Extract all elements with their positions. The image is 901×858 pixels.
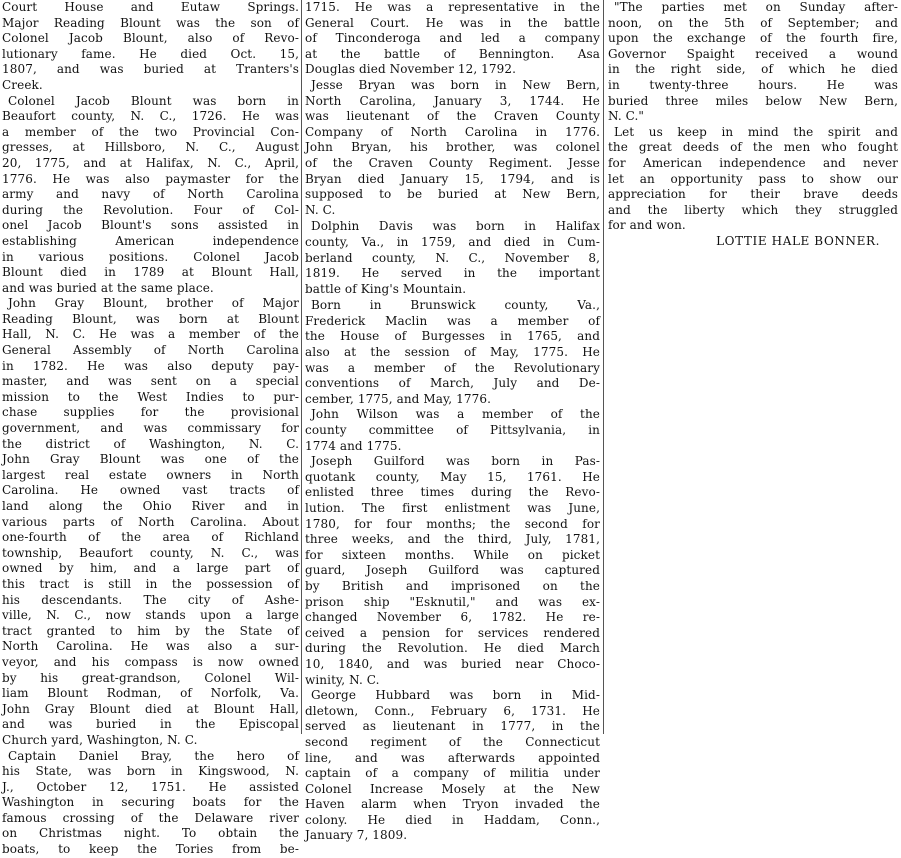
text-line: his State, was born in Kingswood, N. bbox=[2, 764, 299, 779]
text-line: county, Va., in 1759, and died in Cum- bbox=[305, 234, 600, 249]
author-signature: LOTTIE HALE BONNER. bbox=[716, 233, 880, 248]
text-line: 1807, and was buried at Tranters's bbox=[2, 62, 299, 77]
text-line: "The parties met on Sunday after- bbox=[614, 0, 898, 14]
text-line: liam Blount Rodman, of Norfolk, Va. bbox=[2, 686, 299, 701]
text-line: John Bryan, his brother, was colonel bbox=[305, 140, 600, 155]
text-line: Colonel Jacob Blount was born in bbox=[8, 93, 299, 108]
text-line: tract granted to him by the State of bbox=[2, 623, 299, 638]
text-line: N. C." bbox=[608, 109, 645, 124]
text-line: Born in Brunswick county, Va., bbox=[311, 298, 600, 313]
text-line: for and won. bbox=[608, 218, 686, 233]
column-divider bbox=[603, 0, 604, 734]
text-line: Court House and Eutaw Springs. bbox=[2, 0, 299, 14]
text-line: Dolphin Davis was born in Halifax bbox=[311, 219, 600, 234]
text-line: largest real estate owners in North bbox=[2, 467, 299, 482]
text-line: buried three miles below New Bern, bbox=[608, 93, 898, 108]
text-line: dletown, Conn., February 6, 1731. He bbox=[305, 703, 600, 718]
paragraph bbox=[305, 454, 600, 688]
text-line: Creek. bbox=[2, 77, 43, 92]
text-line: in 1782. He was also deputy pay- bbox=[2, 358, 299, 373]
text-line: veyor, and his compass is now owned bbox=[2, 654, 299, 669]
text-line: second regiment of the Connecticut bbox=[305, 734, 600, 749]
paragraph bbox=[2, 749, 299, 858]
text-line: John Gray Blount, brother of Major bbox=[8, 296, 299, 311]
text-line: quotank county, May 15, 1761. He bbox=[305, 469, 600, 484]
paragraph bbox=[2, 94, 299, 110]
text-line: master, and was sent on a special bbox=[2, 374, 299, 389]
text-line: Blount died in 1789 at Blount Hall, bbox=[2, 265, 299, 280]
text-line: his descendants. The city of Ashe- bbox=[2, 592, 299, 607]
text-line: George Hubbard was born in Mid- bbox=[311, 688, 600, 703]
text-line: guard, Joseph Guilford was captured bbox=[305, 563, 600, 578]
text-line: enlisted three times during the Revo- bbox=[305, 485, 600, 500]
text-line: in twenty-three hours. He was bbox=[608, 77, 898, 92]
text-line: Jesse Bryan was born in New Bern, bbox=[311, 77, 600, 92]
text-line: chase supplies for the provisional bbox=[2, 405, 299, 420]
text-line: appreciation for their brave deeds bbox=[608, 187, 898, 202]
text-line: one-fourth of the area of Richland bbox=[2, 530, 299, 545]
text-line: Haven alarm when Tryon invaded the bbox=[305, 797, 600, 812]
text-line: conventions of March, July and De- bbox=[305, 376, 600, 391]
text-line: three weeks, and the third, July, 1781, bbox=[305, 532, 600, 547]
text-line: and was buried at the same place. bbox=[2, 280, 214, 295]
text-line: ville, N. C., now stands upon a large bbox=[2, 608, 299, 623]
text-line: ceived a pension for services rendered bbox=[305, 625, 600, 640]
text-line: 1819. He served in the important bbox=[305, 266, 600, 281]
text-line: of the Craven County Regiment. Jesse bbox=[305, 155, 600, 170]
text-line: of Tinconderoga and led a company bbox=[305, 31, 600, 46]
text-line: on Christmas night. To obtain the bbox=[2, 826, 299, 841]
text-line: during the Revolution. He died March bbox=[305, 641, 600, 656]
text-line: land along the Ohio River and in bbox=[2, 499, 299, 513]
text-line: by British and imprisoned on the bbox=[305, 578, 600, 593]
paragraph bbox=[305, 407, 600, 454]
text-line: the House of Burgesses in 1765, and bbox=[305, 329, 600, 344]
text-line: by his great-grandson, Colonel Wil- bbox=[2, 670, 299, 685]
text-line: this tract is still in the possession of bbox=[2, 576, 299, 591]
text-line: government, and was commissary for bbox=[2, 421, 299, 436]
text-line: Colonel Increase Mosely at the New bbox=[305, 781, 600, 796]
text-line: supposed to be buried at New Bern, bbox=[305, 187, 600, 202]
text-line: lutionary fame. He died Oct. 15, bbox=[2, 46, 299, 61]
text-line: winity, N. C. bbox=[305, 672, 380, 687]
text-line: in various positions. Colonel Jacob bbox=[2, 249, 299, 264]
text-line: noon, on the 5th of September; and bbox=[608, 15, 898, 30]
text-line: 10, 1840, and was buried near Choco- bbox=[305, 656, 600, 671]
text-line: Major Reading Blount was the son of bbox=[2, 15, 299, 30]
paragraph bbox=[305, 78, 600, 218]
text-line: 1780, for four months; the second for bbox=[305, 516, 600, 531]
text-line: cember, 1775, and May, 1776. bbox=[305, 391, 491, 406]
text-line: served as lieutenant in 1777, in the bbox=[305, 719, 600, 734]
text-line: was lieutenant of the Craven County bbox=[305, 109, 600, 124]
paragraph bbox=[305, 0, 600, 78]
text-line: 1776. He was also paymaster for the bbox=[2, 171, 299, 186]
text-line: Church yard, Washington, N. C. bbox=[2, 732, 198, 747]
column-2 bbox=[305, 0, 600, 843]
text-line: army and navy of North Carolina bbox=[2, 187, 299, 202]
text-line: gresses, at Hillsboro, N. C., August bbox=[2, 140, 299, 155]
text-line: and the liberty which they struggled bbox=[608, 202, 898, 217]
text-line: Frederick Maclin was a member of bbox=[305, 313, 600, 328]
text-line: the great deeds of the men who fought bbox=[608, 140, 898, 155]
text-line: during the Revolution. Four of Col- bbox=[2, 202, 299, 217]
text-line: General Assembly of North Carolina bbox=[2, 343, 299, 358]
column-divider bbox=[301, 0, 302, 734]
text-line: Beaufort county, N. C., 1726. He was bbox=[2, 109, 299, 124]
text-line: line, and was afterwards appointed bbox=[305, 750, 600, 765]
text-line: establishing American independence bbox=[2, 233, 299, 248]
text-line: famous crossing of the Delaware river bbox=[2, 810, 299, 825]
text-line: for American independence and never bbox=[608, 155, 898, 170]
text-line: battle of King's Mountain. bbox=[305, 281, 467, 296]
text-line: North Carolina, January 3, 1744. He bbox=[305, 93, 600, 108]
text-line: N. C. bbox=[305, 202, 336, 217]
text-line: let an opportunity pass to show our bbox=[608, 171, 898, 186]
text-line: Washington in securing boats for the bbox=[2, 795, 299, 810]
text-line: Douglas died November 12, 1792. bbox=[305, 62, 517, 77]
paragraph bbox=[2, 296, 299, 748]
text-line: a member of the two Provincial Con- bbox=[2, 124, 299, 139]
text-line: also at the session of May, 1775. He bbox=[305, 345, 600, 360]
text-line: upon the exchange of the fourth fire, bbox=[608, 31, 898, 46]
column-1 bbox=[2, 0, 299, 857]
text-line: captain of a company of militia under bbox=[305, 766, 600, 781]
text-line: Company of North Carolina in 1776. bbox=[305, 124, 600, 139]
paragraph bbox=[305, 298, 600, 407]
text-line: was a member of the Revolutionary bbox=[305, 360, 600, 375]
text-line: prison ship "Esknutil," and was ex- bbox=[305, 594, 600, 609]
text-line: North Carolina. He was also a sur- bbox=[2, 639, 299, 654]
text-line: colony. He died in Haddam, Conn., bbox=[305, 812, 600, 827]
text-line: Let us keep in mind the spirit and bbox=[614, 124, 898, 139]
paragraph bbox=[305, 688, 600, 844]
text-line: Carolina. He owned vast tracts of bbox=[2, 483, 299, 498]
text-line: the district of Washington, N. C. bbox=[2, 436, 299, 451]
paragraph bbox=[608, 125, 898, 234]
text-line: onel Jacob Blount's sons assisted in bbox=[2, 218, 299, 233]
text-line: 1715. He was a representative in the bbox=[305, 0, 600, 14]
text-line: January 7, 1809. bbox=[305, 828, 408, 843]
text-line: Reading Blount, was born at Blount bbox=[2, 311, 299, 326]
text-line: John Wilson was a member of the bbox=[311, 407, 600, 422]
text-line: J., October 12, 1751. He assisted bbox=[2, 779, 299, 794]
text-line: county committee of Pittsylvania, in bbox=[305, 423, 600, 438]
text-line: Bryan died January 15, 1794, and is bbox=[305, 171, 600, 186]
paragraph bbox=[2, 0, 299, 94]
text-line: at the battle of Bennington. Asa bbox=[305, 46, 600, 61]
text-line: Governor Spaight received a wound bbox=[608, 46, 898, 61]
text-line: changed November 6, 1782. He re- bbox=[305, 610, 600, 625]
text-line: owned by him, and a large part of bbox=[2, 561, 299, 576]
paragraph bbox=[608, 0, 898, 125]
text-line: township, Beaufort county, N. C., was bbox=[2, 545, 299, 560]
text-line: 1774 and 1775. bbox=[305, 438, 402, 453]
text-line: Joseph Guilford was born in Pas- bbox=[311, 454, 600, 469]
text-line: and was buried in the Episcopal bbox=[2, 717, 299, 732]
text-line: for sixteen months. While on picket bbox=[305, 547, 600, 562]
text-line: various parts of North Carolina. About bbox=[2, 514, 299, 529]
text-line: 20, 1775, and at Halifax, N. C., April, bbox=[2, 155, 299, 170]
text-line: John Gray Blount died at Blount Hall, bbox=[2, 701, 299, 716]
column-3 bbox=[608, 0, 898, 734]
text-line: in the right side, of which he died bbox=[608, 62, 898, 77]
text-line: berland county, N. C., November 8, bbox=[305, 250, 600, 265]
text-line: Hall, N. C. He was a member of the bbox=[2, 327, 299, 342]
paragraph bbox=[305, 219, 600, 297]
text-line: lution. The first enlistment was June, bbox=[305, 501, 600, 515]
text-line: John Gray Blount was one of the bbox=[2, 452, 299, 467]
text-line: General Court. He was in the battle bbox=[305, 15, 600, 30]
text-line: mission to the West Indies to pur- bbox=[2, 389, 299, 404]
paragraph bbox=[2, 109, 299, 296]
text-line: boats, to keep the Tories from be- bbox=[2, 842, 299, 857]
text-line: Captain Daniel Bray, the hero of bbox=[8, 748, 299, 763]
text-line: Colonel Jacob Blount, also of Revo- bbox=[2, 31, 299, 46]
